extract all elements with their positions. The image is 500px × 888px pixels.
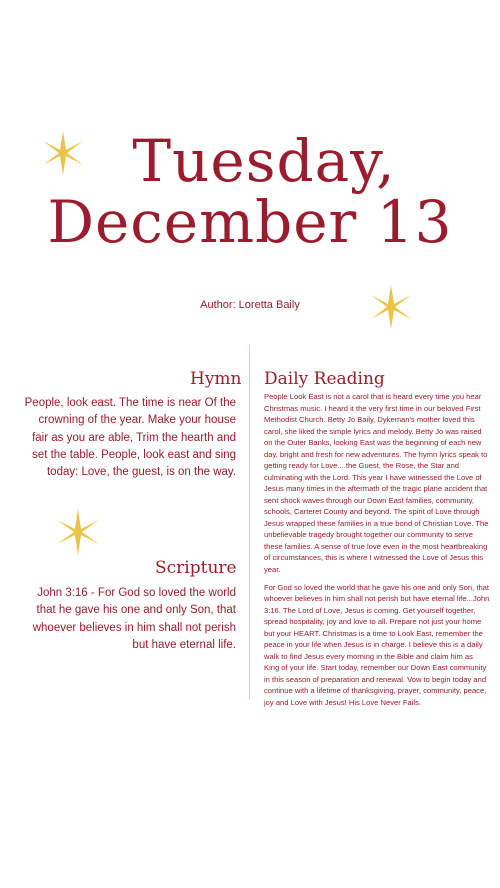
sparkle-star-icon (54, 508, 102, 556)
hymn-text: People, look east. The time is near Of the crowning of the year. Make your house fair as you are able, Trim the hearth and set the table. People, look east and sing today: Love, the guest, is on the way. (24, 397, 236, 478)
daily-reading-heading: Daily Reading (264, 369, 385, 389)
daily-reading-paragraph-1: People Look East is not a carol that is heard every time you hear Christmas music. I heard it the very first time in our beloved First Methodist Church. Betty Jo Baily, Dykeman's mother loved this carol, she liked the simple lyrics and melody. Betty Jo was raised on the Outer Banks, looking East was the beginning of each new day, bright and fresh for new adventures. The hymn lyrics speak to getting ready for Love....the Guest, the Rose, the Star and culminating with the Lord. This year I have witnessed the Love of Jesus many times in the aftermath of the tragic plane accident that sent shock waves through our Down East families, community, schools, Carteret County and beyond. The spirit of Love through Jesus wrapped these families in a true bond of Christian Love. The unbelievable tragedy brought together our community to serve these families. A sense of true love even in the most heartbreaking of circumstances, this is where I witnessed the Love of Jesus this year. (264, 392, 489, 574)
daily-reading-paragraph-2: For God so loved the world that he gave his one and only Son, that whoever believes in him shall not perish but have eternal life...John 3:16. The Lord of Love, Jesus is coming. Get yourself together, spread hospitality, joy and love to all. Prepare not just your home but your HEART. Christmas is a time to Look East, remember the peace in your life when Jesus is in charge. I believe this is a daily walk to find Jesus every morning in the Bible and claim him as King of your life. Start today, remember our Down East community in this season of preparation and renewal. Vow to begin today and continue with a lifetime of thanksgiving, prayer, community, peace, joy and Love with Jesus! His Love Never Fails. (264, 582, 490, 707)
scripture-heading: Scripture (155, 558, 237, 578)
page-title-line-1: Tuesday, (132, 127, 396, 195)
scripture-text: John 3:16 - For God so loved the world that he gave his one and only Son, that whoever believes in him shall not perish but have eternal life. (32, 587, 236, 651)
hymn-heading: Hymn (190, 369, 242, 389)
author-line: Author: Loretta Baily (200, 299, 300, 311)
column-divider (249, 345, 250, 700)
sparkle-star-icon (40, 130, 86, 176)
page-title-line-2: December 13 (47, 188, 453, 256)
daily-reading-body (264, 391, 490, 714)
